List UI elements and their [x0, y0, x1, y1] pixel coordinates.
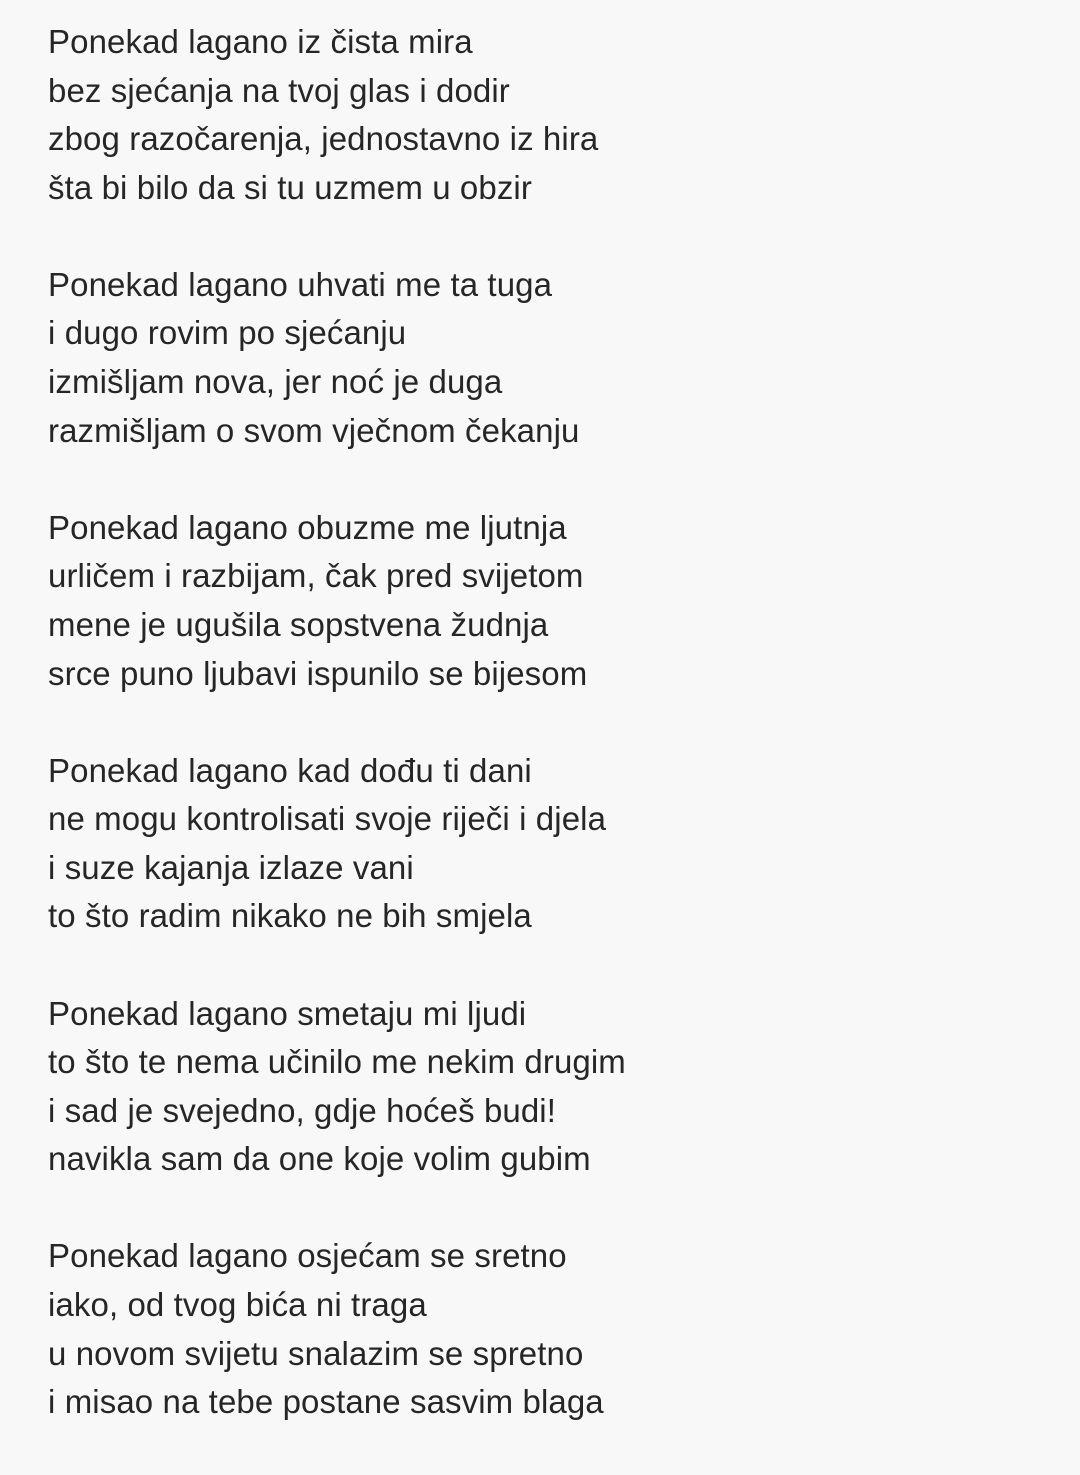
poem-line: Ponekad lagano smetaju mi ljudi [48, 994, 527, 1032]
poem-line: urličem i razbijam, čak pred svijetom [48, 557, 584, 595]
poem-line: u novom svijetu snalazim se spretno [48, 1334, 584, 1372]
poem-line: ne mogu kontrolisati svoje riječi i djela [48, 800, 607, 838]
poem-line: Ponekad lagano iz čista mira [48, 23, 473, 60]
stanza-6 [48, 1232, 1048, 1426]
poem-line: navikla sam da one koje volim gubim [48, 1140, 591, 1178]
poem-line: mene je ugušila sopstvena žudnja [48, 605, 549, 643]
poem-line: srce puno ljubavi ispunilo se bijesom [48, 654, 588, 692]
poem-line: bez sjećanja na tvoj glas i dodir [48, 71, 510, 109]
poem-line: Ponekad lagano uhvati me ta tuga [48, 265, 553, 303]
poem-line: zbog razočarenja, jednostavno iz hira [48, 120, 599, 158]
stanza-2 [48, 261, 1048, 455]
poem-line: šta bi bilo da si tu uzmem u obzir [48, 168, 532, 206]
poem-line: i suze kajanja izlaze vani [48, 848, 414, 886]
poem-text [48, 18, 1048, 1475]
stanza-3 [48, 504, 1048, 698]
poem-line: i dugo rovim po sjećanju [48, 314, 407, 352]
poem-line: iako, od tvog bića ni traga [48, 1285, 427, 1323]
poem-line: Ponekad lagano osjećam se sretno [48, 1237, 567, 1275]
poem-line: Ponekad lagano kad dođu ti dani [48, 751, 532, 789]
poem-line: izmišljam nova, jer noć je duga [48, 363, 503, 401]
stanza-5 [48, 990, 1048, 1184]
poem-line: to što radim nikako ne bih smjela [48, 897, 532, 935]
poem-line: razmišljam o svom vječnom čekanju [48, 411, 580, 449]
stanza-4 [48, 747, 1048, 941]
poem-line: i misao na tebe postane sasvim blaga [48, 1383, 604, 1421]
poem-line: i sad je svejedno, gdje hoćeš budi! [48, 1091, 557, 1129]
poem-line: Ponekad lagano obuzme me ljutnja [48, 508, 567, 546]
poem-line: to što te nema učinilo me nekim drugim [48, 1043, 626, 1081]
stanza-1 [48, 18, 1048, 212]
